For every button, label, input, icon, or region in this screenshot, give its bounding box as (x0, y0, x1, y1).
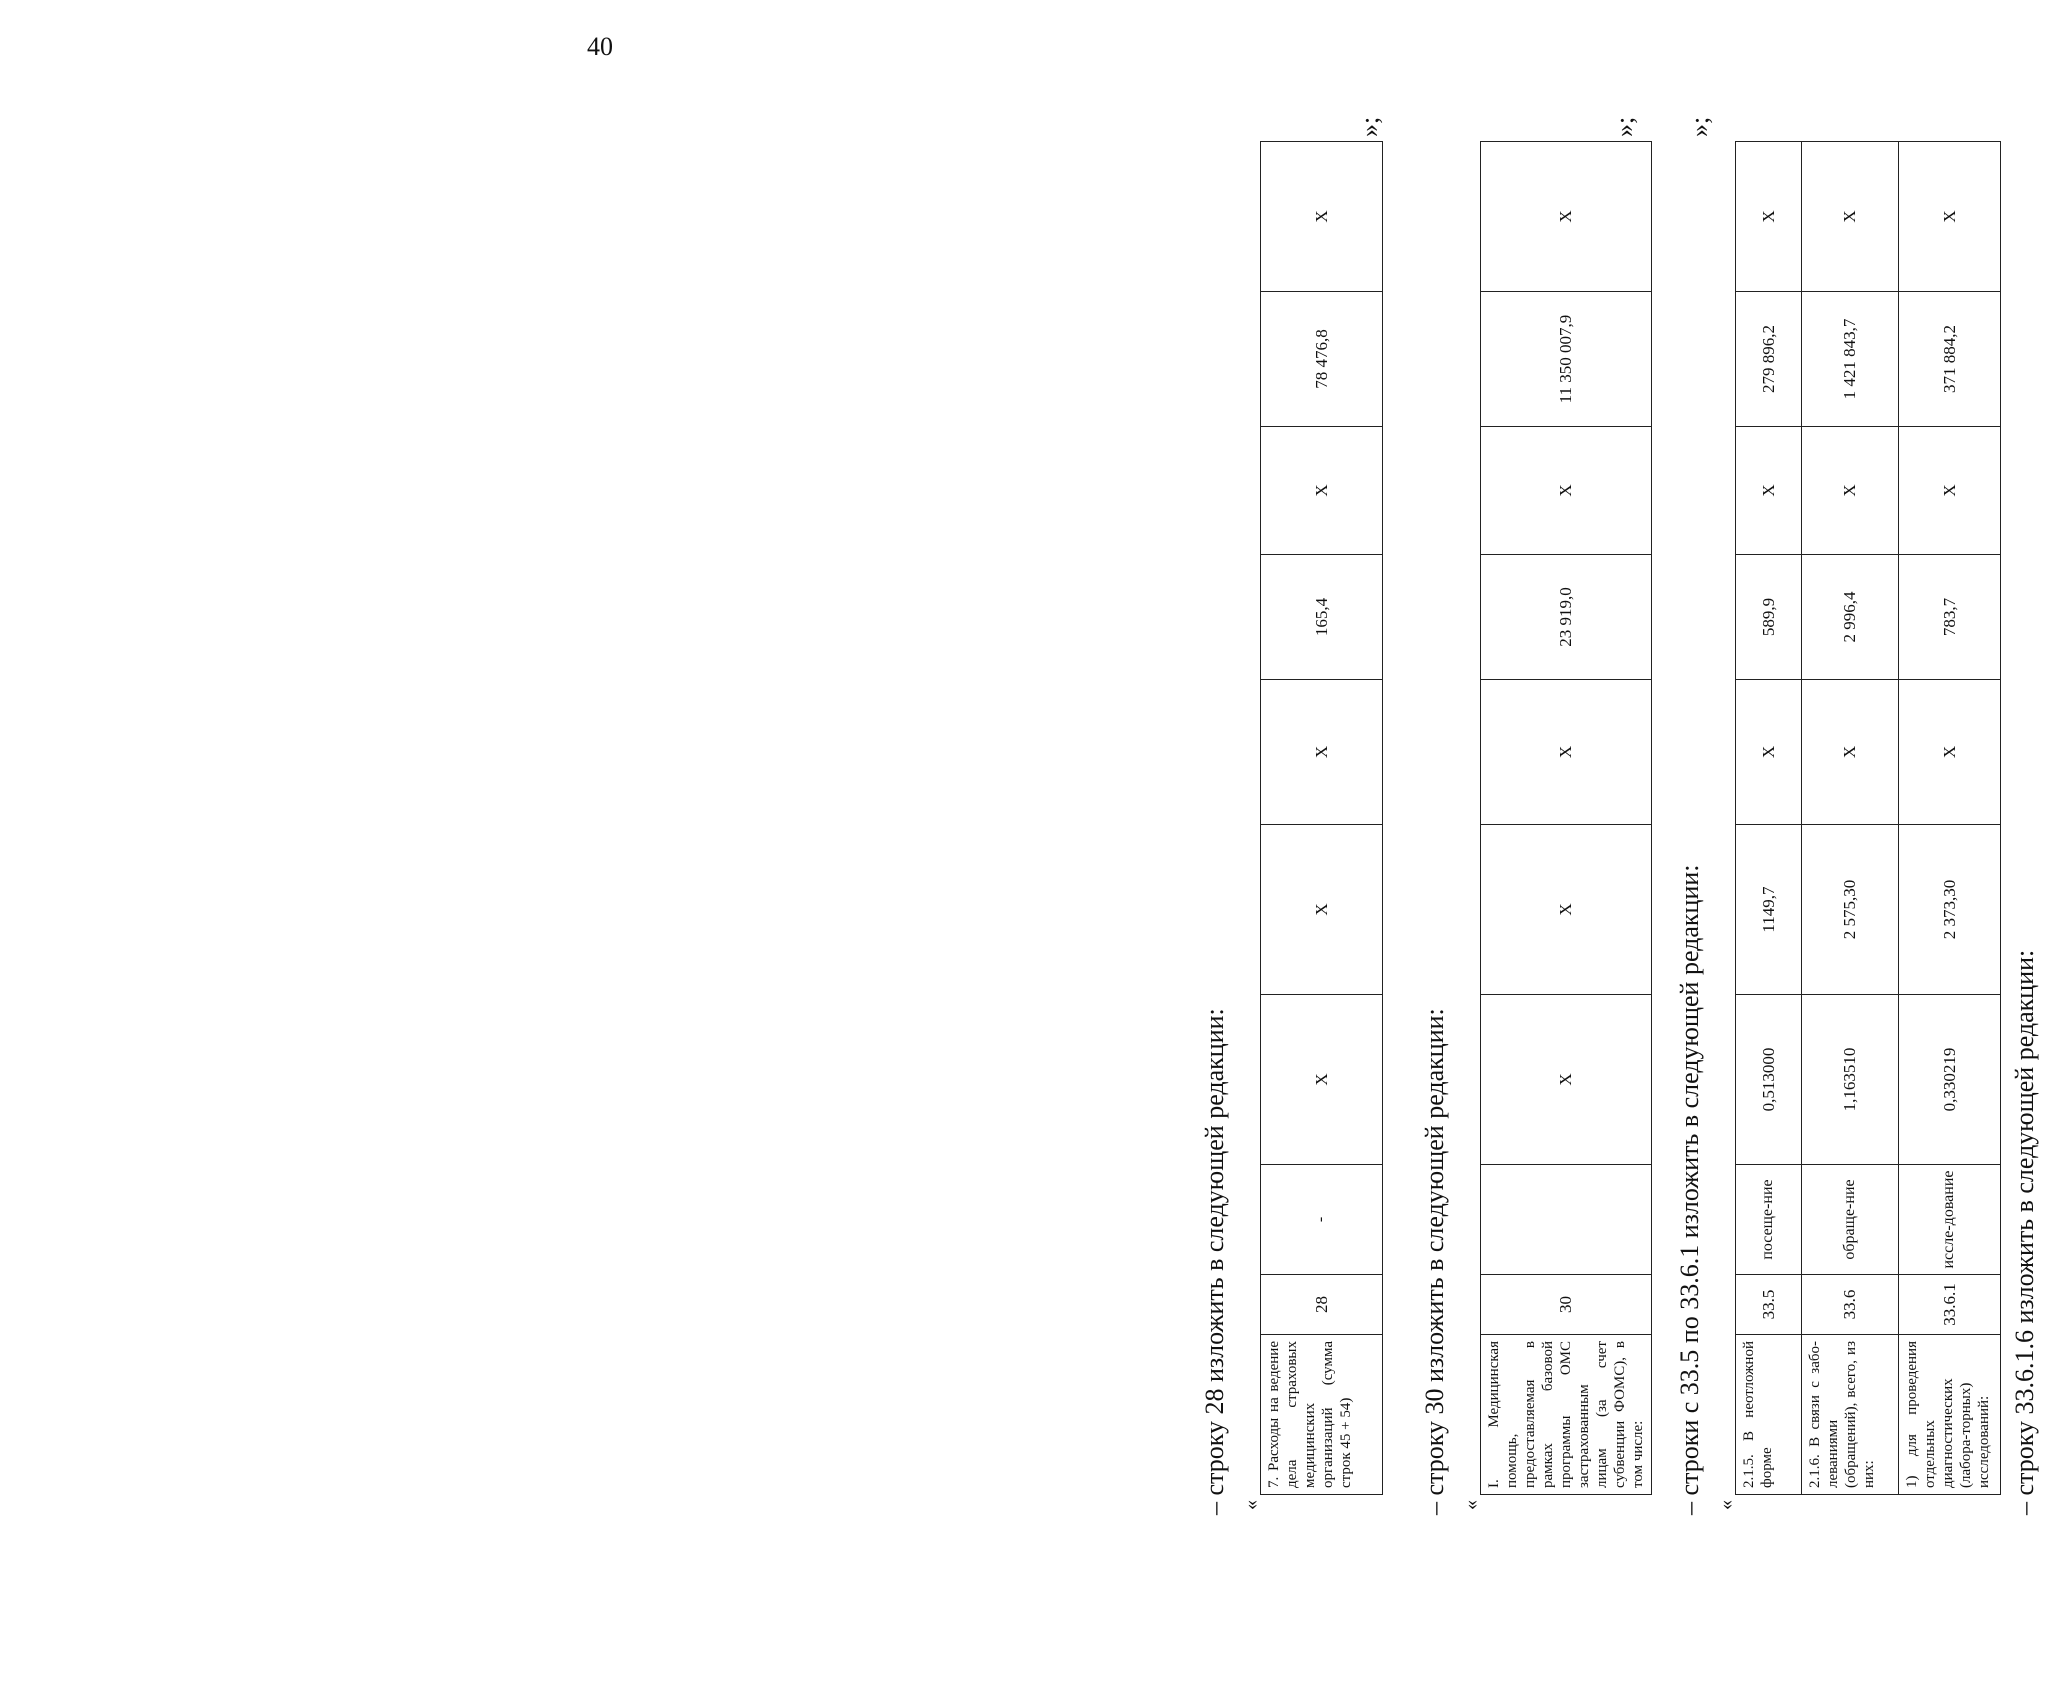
amendment-table (1735, 141, 2001, 1495)
row-number: 33.6 (1802, 1275, 1899, 1335)
value-cell: X (1736, 680, 1802, 825)
value-cell: 165,4 (1261, 555, 1383, 680)
value-cell: X (1481, 427, 1652, 555)
value-cell: 0,513000 (1736, 995, 1802, 1165)
close-quote: »; (1355, 116, 1384, 137)
value-cell: X (1899, 427, 2001, 555)
value-cell: 0,330219 (1899, 995, 2001, 1165)
value-cell: 1149,7 (1736, 825, 1802, 995)
row-description: 7. Расходы на ведение дела страховых медицинских организаций (сумма строк 45 + 54) (1261, 1335, 1383, 1495)
row-description: 1) для проведения отдельных диагностических (лабора-торных) исследований: (1899, 1335, 2001, 1495)
value-cell: X (1481, 680, 1652, 825)
value-cell: 783,7 (1899, 555, 2001, 680)
unit-cell: посеще-ние (1736, 1165, 1802, 1275)
open-quote: « (1715, 1500, 1737, 1510)
row-description: I. Медицинская помощь, предоставляемая в рамках базовой программы ОМС застрахованным лицам (за счет субвенции ФОМС), в том числе: (1481, 1335, 1652, 1495)
value-cell: 1 421 843,7 (1802, 292, 1899, 427)
table-row (1736, 142, 1802, 1495)
value-cell: 2 373,30 (1899, 825, 2001, 995)
value-cell: 2 575,30 (1802, 825, 1899, 995)
value-cell: X (1261, 825, 1383, 995)
value-cell: X (1261, 680, 1383, 825)
section-heading: – строку 28 изложить в следующей редакции: (1200, 1008, 1229, 1515)
table-row (1481, 142, 1652, 1495)
rotated-content (1200, 95, 2060, 1515)
value-cell: 1,163510 (1802, 995, 1899, 1165)
page-number: 40 (587, 32, 613, 61)
section-heading: – строки с 33.5 по 33.6.1 изложить в следующей редакции: (1675, 864, 1704, 1515)
unit-cell: иссле-дование (1899, 1165, 2001, 1275)
open-quote: « (1240, 1500, 1262, 1510)
value-cell: X (1481, 142, 1652, 292)
value-cell: 371 884,2 (1899, 292, 2001, 427)
close-quote: »; (1610, 116, 1639, 137)
open-quote: « (1460, 1500, 1482, 1510)
amendment-table (1480, 141, 1652, 1495)
table-row (1899, 142, 2001, 1495)
unit-cell: обраще-ние (1802, 1165, 1899, 1275)
table-row (1261, 142, 1383, 1495)
value-cell: X (1736, 142, 1802, 292)
value-cell: X (1802, 427, 1899, 555)
row-number: 33.6.1 (1899, 1275, 2001, 1335)
value-cell: 279 896,2 (1736, 292, 1802, 427)
value-cell: X (1899, 680, 2001, 825)
value-cell: X (1802, 680, 1899, 825)
row-description: 2.1.6. В связи с забо-леваниями (обращений), всего, из них: (1802, 1335, 1899, 1495)
value-cell: X (1481, 995, 1652, 1165)
value-cell: X (1802, 142, 1899, 292)
unit-cell (1481, 1165, 1652, 1275)
value-cell: X (1481, 825, 1652, 995)
value-cell: 589,9 (1736, 555, 1802, 680)
value-cell: 78 476,8 (1261, 292, 1383, 427)
value-cell: X (1261, 142, 1383, 292)
value-cell: X (1261, 995, 1383, 1165)
value-cell: X (1261, 427, 1383, 555)
value-cell: 11 350 007,9 (1481, 292, 1652, 427)
section-heading: – строку 30 изложить в следующей редакции: (1420, 1008, 1449, 1515)
table-row (1802, 142, 1899, 1495)
row-number: 33.5 (1736, 1275, 1802, 1335)
row-description: 2.1.5. В неотложной форме (1736, 1335, 1802, 1495)
value-cell: 2 996,4 (1802, 555, 1899, 680)
row-number: 30 (1481, 1275, 1652, 1335)
row-number: 28 (1261, 1275, 1383, 1335)
value-cell: X (1736, 427, 1802, 555)
amendment-table (1260, 141, 1383, 1495)
value-cell: 23 919,0 (1481, 555, 1652, 680)
unit-cell: - (1261, 1165, 1383, 1275)
close-quote: »; (1685, 116, 1714, 137)
footer-heading: – строку 33.6.1.6 изложить в следующей редакции: (2010, 949, 2039, 1515)
value-cell: X (1899, 142, 2001, 292)
